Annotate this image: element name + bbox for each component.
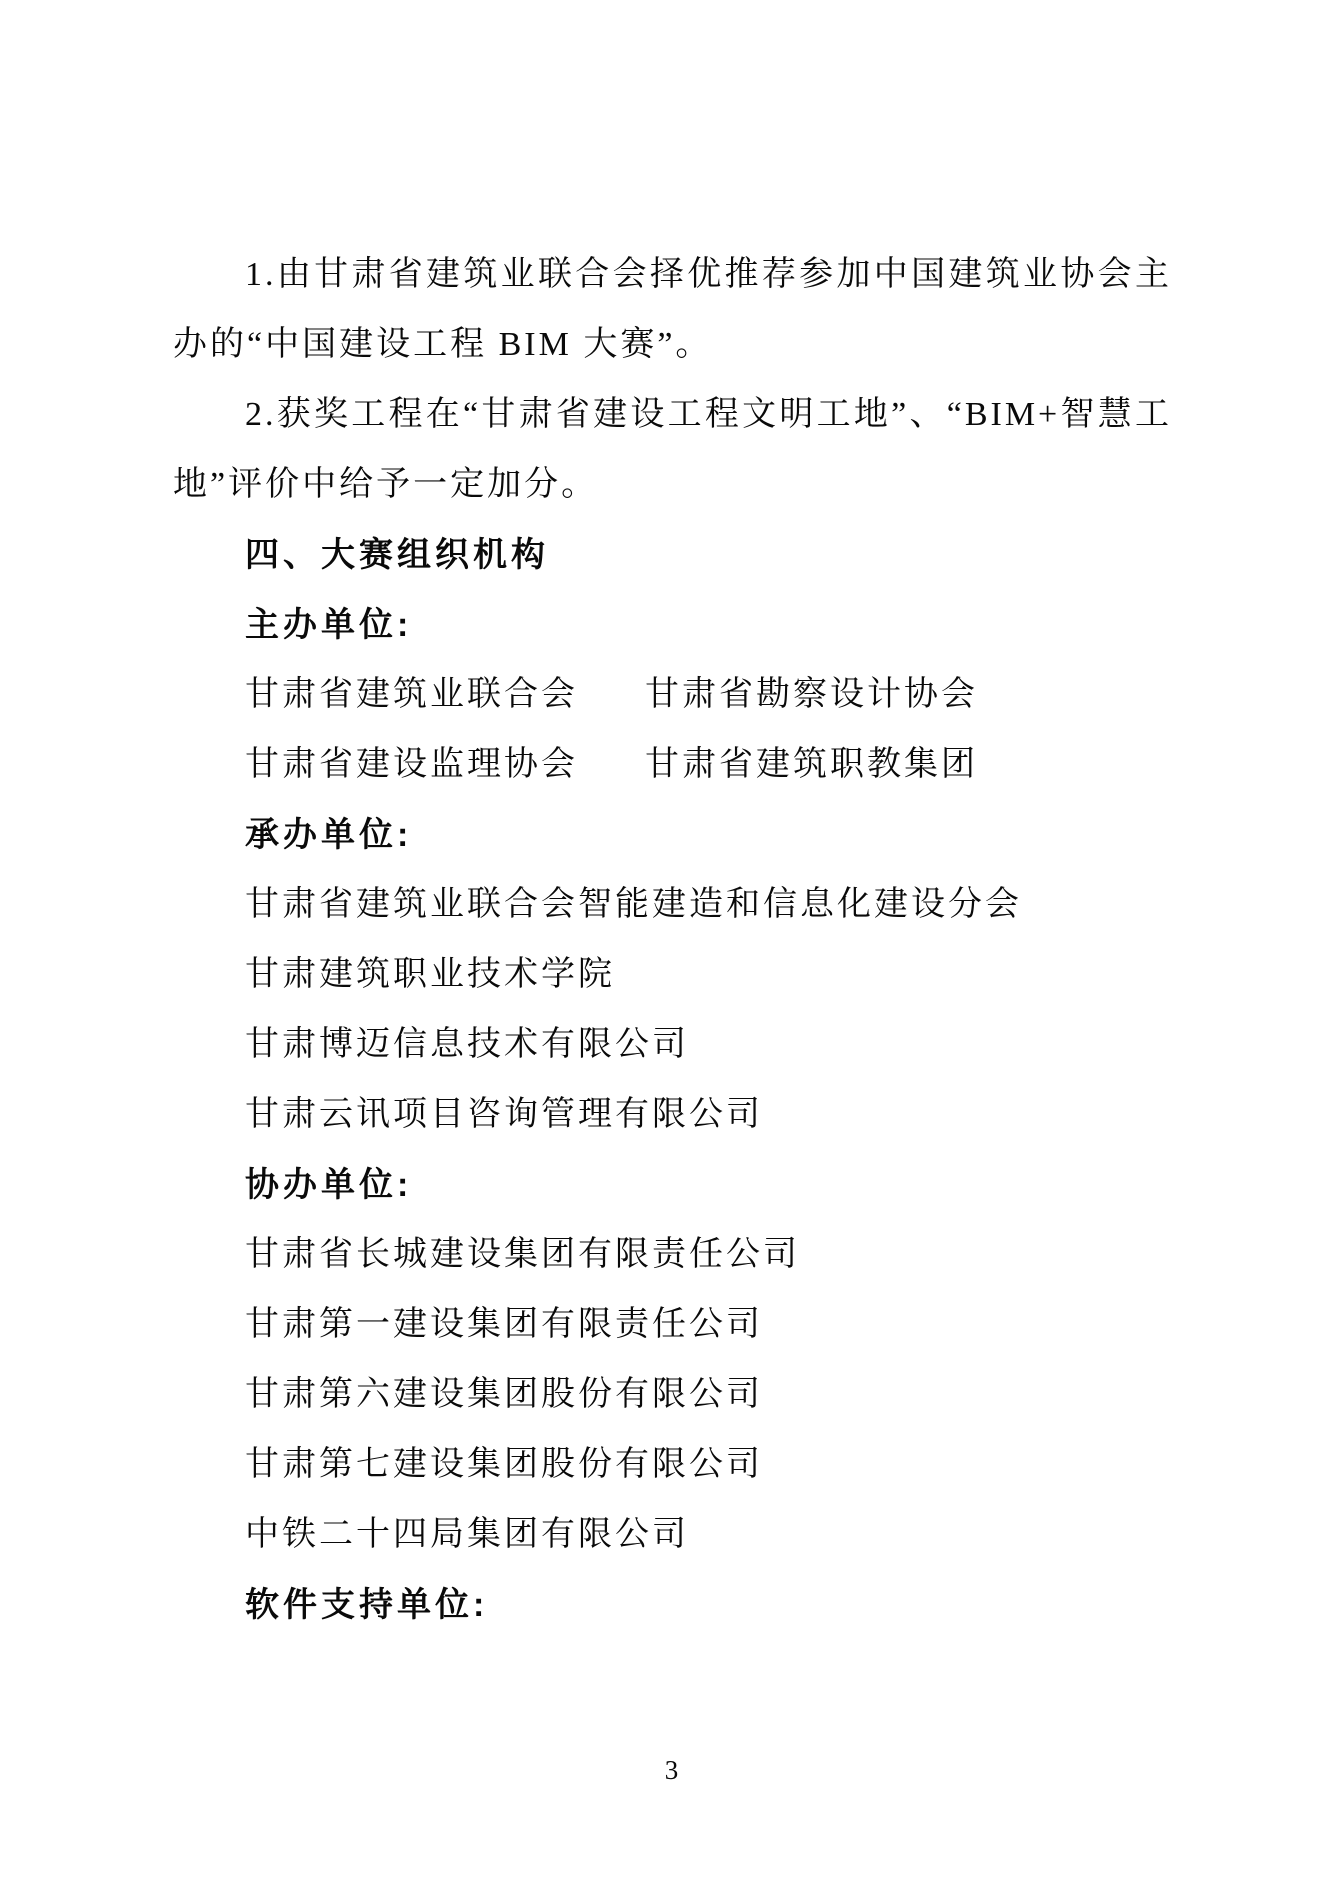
org-name: 甘肃第一建设集团有限责任公司: [245, 1306, 763, 1343]
organizers-label: 主办单位:: [245, 606, 413, 644]
paragraph-line: 地”评价中给予一定加分。: [173, 466, 599, 503]
paragraph-line: 2.获奖工程在“甘肃省建设工程文明工地”、“BIM+智慧工: [245, 396, 1172, 433]
org-name: 甘肃云讯项目咨询管理有限公司: [245, 1096, 763, 1133]
section-heading: 四、大赛组织机构: [245, 536, 549, 574]
org-name: 甘肃建筑职业技术学院: [245, 956, 615, 993]
org-name: 甘肃省长城建设集团有限责任公司: [245, 1236, 800, 1273]
page-number: 3: [664, 1755, 679, 1785]
organizers-row: [173, 660, 1172, 730]
software-support-label: 软件支持单位:: [245, 1586, 489, 1624]
org-name: 甘肃第六建设集团股份有限公司: [245, 1376, 763, 1413]
org-name: 甘肃博迈信息技术有限公司: [245, 1026, 689, 1063]
document-body: [173, 240, 1172, 1640]
org-name: 甘肃省建筑业联合会智能建造和信息化建设分会: [245, 886, 1022, 923]
undertakers-label: 承办单位:: [245, 816, 413, 854]
org-name: 甘肃省建筑业联合会: [245, 676, 578, 713]
paragraph-line: 办的“中国建设工程 BIM 大赛”。: [173, 326, 713, 363]
org-name: 甘肃省建筑职教集团: [645, 746, 978, 783]
paragraph-line: 1.由甘肃省建筑业联合会择优推荐参加中国建筑业协会主: [245, 256, 1172, 293]
org-name: 中铁二十四局集团有限公司: [245, 1516, 689, 1553]
coorganizers-label: 协办单位:: [245, 1166, 413, 1204]
org-name: 甘肃省建设监理协会: [245, 746, 578, 783]
organizers-row: [173, 730, 1172, 800]
org-name: 甘肃第七建设集团股份有限公司: [245, 1446, 763, 1483]
org-name: 甘肃省勘察设计协会: [645, 676, 978, 713]
